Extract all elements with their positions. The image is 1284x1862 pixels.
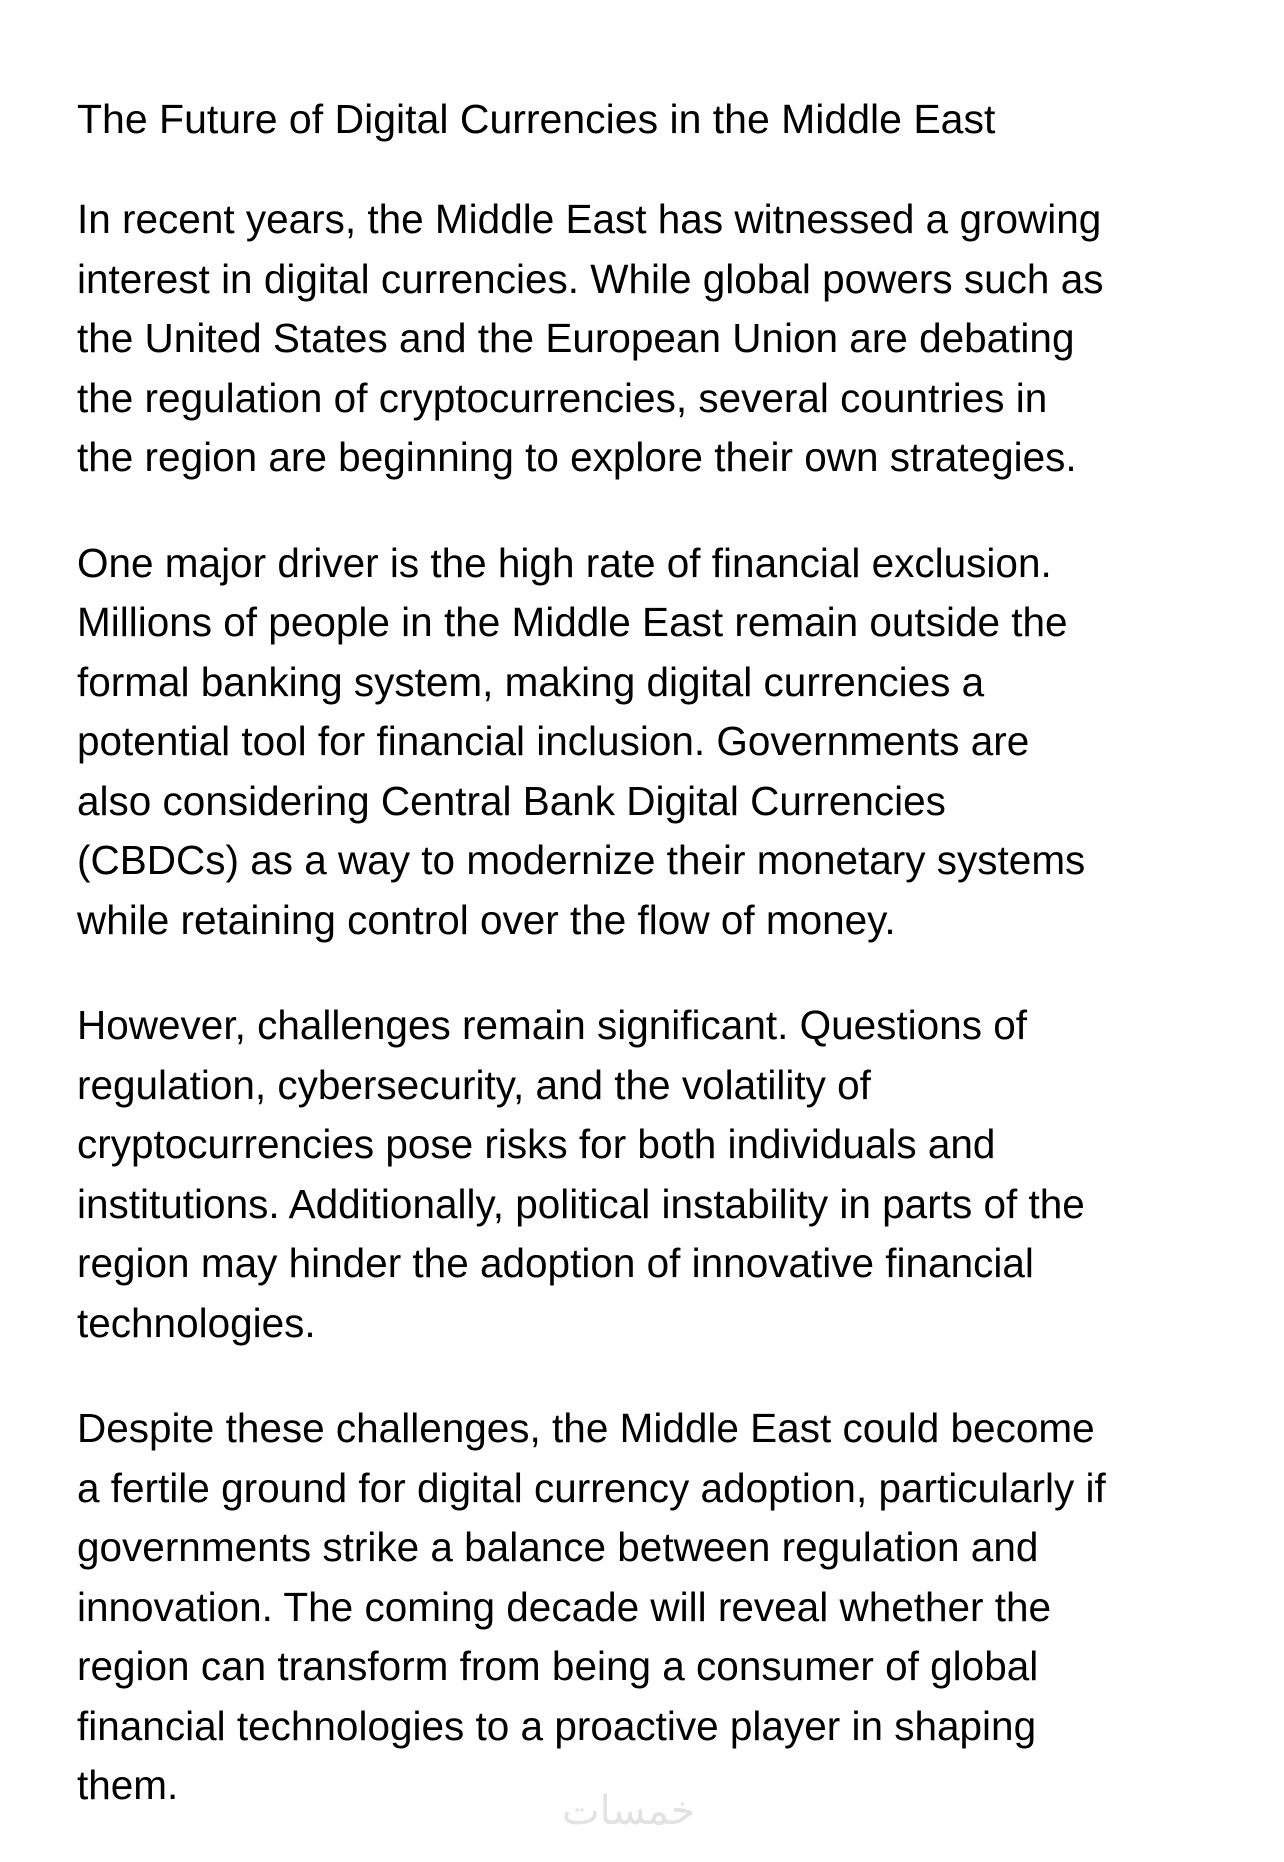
paragraph-line: Millions of people in the Middle East remain outside the: [77, 599, 1068, 645]
paragraph-line: also considering Central Bank Digital Currencies: [77, 777, 946, 824]
paragraph-line: interest in digital currencies. While global powers such as: [77, 255, 1104, 302]
paragraph-line: formal banking system, making digital currencies a: [77, 658, 985, 705]
paragraph-line: the United States and the European Union are debating: [77, 315, 1075, 361]
paragraph-line: region can transform from being a consumer of global: [77, 1643, 1039, 1689]
article-title: The Future of Digital Currencies in the Middle East: [77, 96, 996, 142]
paragraph-line: regulation, cybersecurity, and the volatility of: [77, 1061, 871, 1108]
paragraph-intro: [77, 190, 1237, 488]
paragraph-line: the region are beginning to explore their own strategies.: [77, 434, 1077, 480]
watermark: خمسات: [562, 1788, 696, 1834]
paragraph-line: while retaining control over the flow of money.: [77, 896, 896, 943]
paragraph-line: In recent years, the Middle East has witnessed a growing: [77, 196, 1102, 242]
paragraph-line: institutions. Additionally, political instability in parts of the: [77, 1180, 1085, 1227]
paragraph-line: governments strike a balance between regulation and: [77, 1524, 1039, 1570]
paragraph-line: region may hinder the adoption of innovative financial: [77, 1240, 1034, 1286]
paragraph-line: However, challenges remain significant. Questions of: [77, 1002, 1027, 1048]
article: [77, 92, 1237, 1862]
paragraph-line: a fertile ground for digital currency adoption, particularly if: [77, 1464, 1106, 1511]
paragraph-line: One major driver is the high rate of financial exclusion.: [77, 539, 1052, 586]
paragraph-conclusion: [77, 1399, 1237, 1816]
paragraph-drivers: [77, 534, 1237, 951]
paragraph-line: technologies.: [77, 1299, 316, 1346]
paragraph-line: them.: [77, 1762, 179, 1808]
paragraph-challenges: [77, 996, 1237, 1353]
paragraph-line: innovation. The coming decade will reveal whether the: [77, 1583, 1052, 1630]
paragraph-line: Despite these challenges, the Middle East could become: [77, 1405, 1095, 1451]
paragraph-line: financial technologies to a proactive player in shaping: [77, 1702, 1037, 1749]
paragraph-line: cryptocurrencies pose risks for both individuals and: [77, 1121, 996, 1167]
paragraph-line: potential tool for financial inclusion. Governments are: [77, 718, 1030, 764]
paragraph-line: the regulation of cryptocurrencies, several countries in: [77, 374, 1048, 421]
paragraph-line: (CBDCs) as a way to modernize their monetary systems: [77, 837, 1086, 883]
